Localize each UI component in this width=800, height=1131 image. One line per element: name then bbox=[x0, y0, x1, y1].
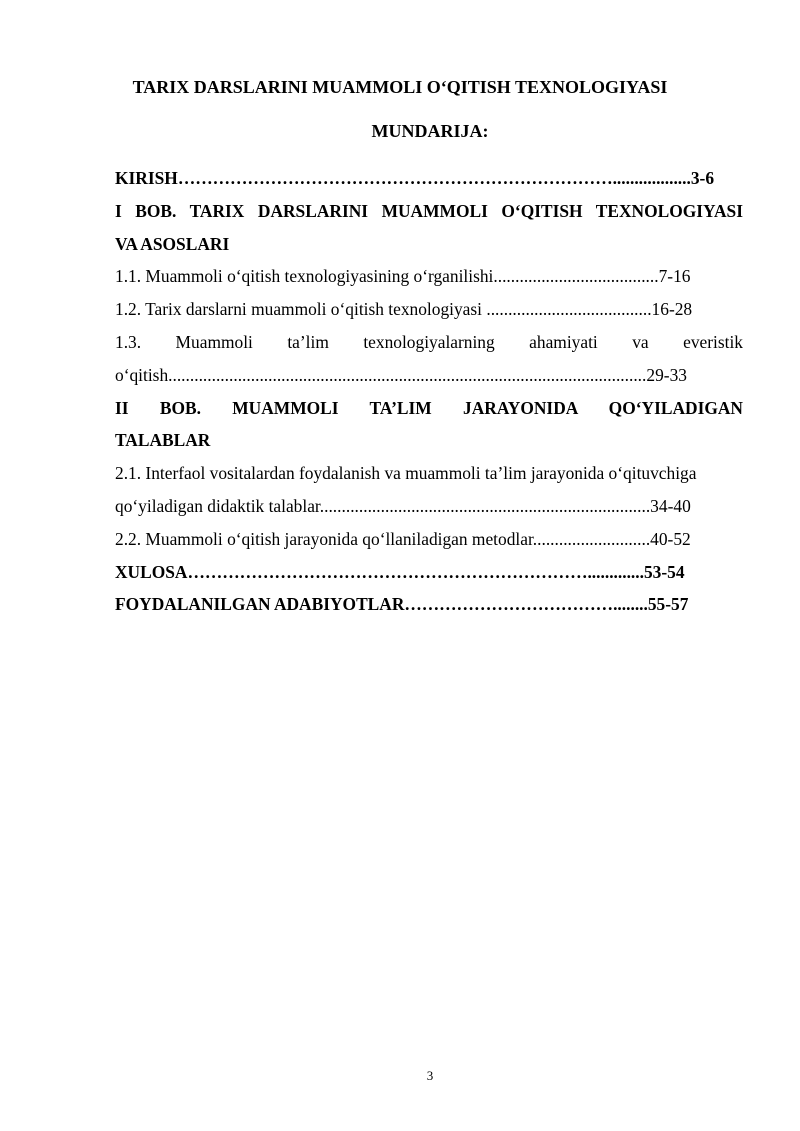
toc-entry-1-3: 1.3. Muammoli ta’lim texnologiyalarning ahamiyati va everistik bbox=[115, 331, 743, 352]
toc-heading: MUNDARIJA: bbox=[371, 121, 489, 141]
toc-entry-1-1: 1.1. Muammoli o‘qitish texnologiyasining o‘rganilishi......................................7-16 bbox=[115, 266, 691, 287]
toc-entry-xulosa: XULOSA…………………………………………………………….............53-54 bbox=[115, 561, 685, 582]
toc-entry-2-2: 2.2. Muammoli o‘qitish jarayonida qo‘llaniladigan metodlar...........................40-52 bbox=[115, 528, 691, 549]
toc-entry-2-1: 2.1. Interfaol vositalardan foydalanish va muammoli ta’lim jarayonida o‘qituvchiga bbox=[115, 463, 697, 484]
toc-chapter-2-title: II BOB. MUAMMOLI TA’LIM JARAYONIDA QO‘YILADIGAN bbox=[115, 397, 743, 418]
toc-entry-kirish bbox=[115, 162, 743, 195]
toc-entry-1-3-continued: o‘qitish..............................................................................................................29-33 bbox=[115, 364, 687, 385]
document-title: TARIX DARSLARINI MUAMMOLI O‘QITISH TEXNOLOGIYASI bbox=[132, 77, 668, 97]
page-number: 3 bbox=[426, 1068, 434, 1083]
toc-chapter-1-title: I BOB. TARIX DARSLARINI MUAMMOLI O‘QITISH TEXNOLOGIYASI bbox=[115, 200, 743, 221]
toc-entry-1-2: 1.2. Tarix darslarni muammoli o‘qitish texnologiyasi ......................................16-28 bbox=[115, 299, 693, 320]
toc-chapter-1-title-continued: VA ASOSLARI bbox=[115, 233, 230, 254]
toc-chapter-2-title-continued: TALABLAR bbox=[115, 430, 211, 451]
toc-entry-kirish-text: KIRISH…………………………………………………………………..................3-6 bbox=[115, 168, 715, 188]
toc-entry-2-1-continued: qo‘yiladigan didaktik talablar............................................................................34-40 bbox=[115, 495, 691, 516]
table-of-contents bbox=[115, 162, 743, 621]
toc-entry-adabiyotlar: FOYDALANILGAN ADABIYOTLAR………………………………........55-57 bbox=[115, 594, 689, 615]
